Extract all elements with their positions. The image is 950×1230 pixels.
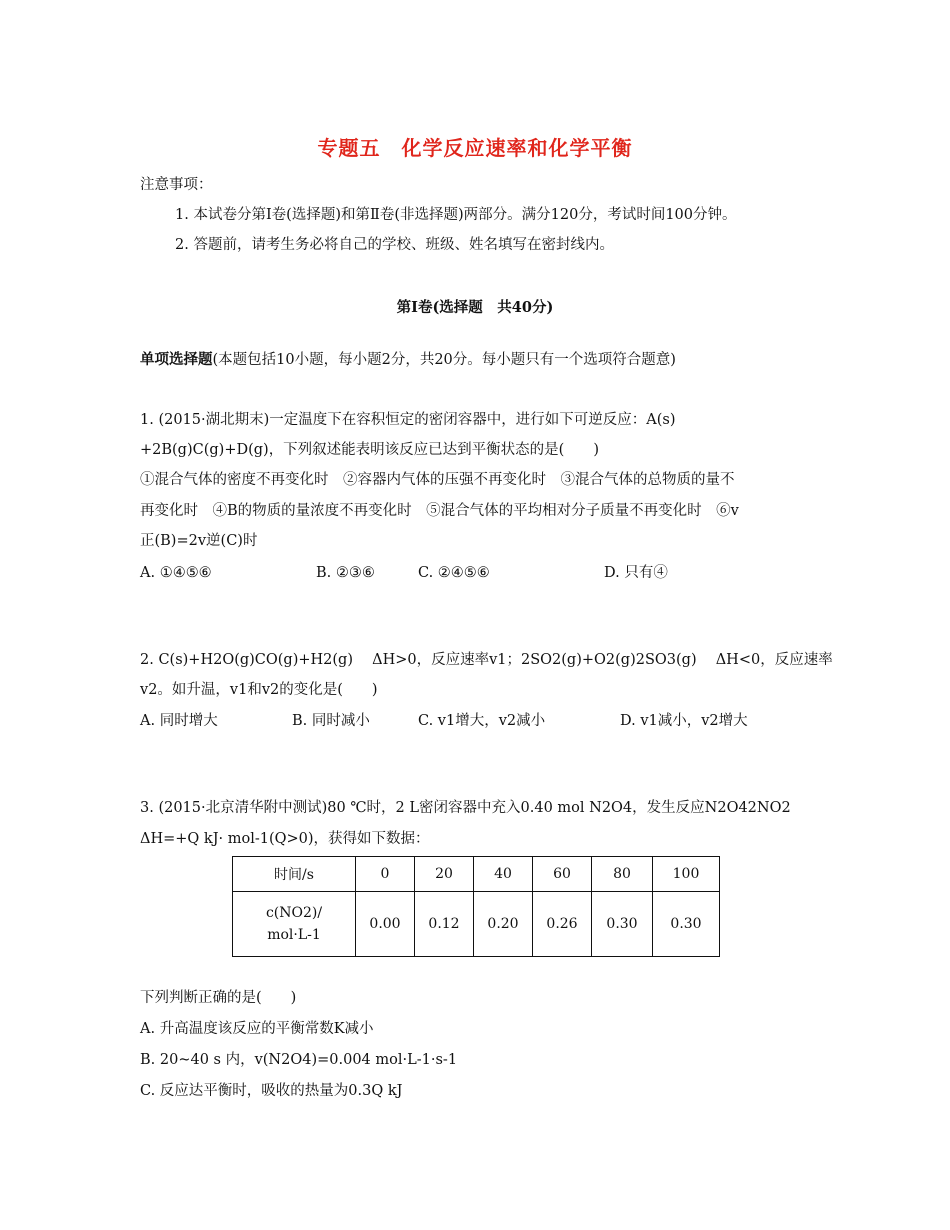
- q3-option-b: B. 20~40 s 内，v(N2O4)=0.004 mol·L-1·s-1: [140, 1052, 458, 1068]
- table-value-cell: 0.30: [592, 892, 653, 957]
- q2-option-a: A. 同时增大: [140, 713, 218, 729]
- q1-line-3: ①混合气体的密度不再变化时 ②容器内气体的压强不再变化时 ③混合气体的总物质的量不: [140, 472, 735, 488]
- table-time-cell: 80: [592, 857, 653, 892]
- q1-line-4: 再变化时 ④B的物质的量浓度不再变化时 ⑤混合气体的平均相对分子质量不再变化时 ⑥v: [140, 503, 739, 519]
- q2-option-b: B. 同时减小: [292, 713, 370, 729]
- table-value-cell: 0.00: [356, 892, 415, 957]
- table-row-concentration: [233, 892, 720, 957]
- notice-heading: 注意事项：: [140, 177, 213, 193]
- q2-option-c: C. v1增大，v2减小: [418, 713, 546, 729]
- table-value-cell: 0.12: [415, 892, 474, 957]
- notice-item-2: 2. 答题前，请考生务必将自己的学校、班级、姓名填写在密封线内。: [175, 237, 614, 253]
- table-time-cell: 0: [356, 857, 415, 892]
- subsection-heading: [140, 350, 676, 370]
- table-time-cell: 40: [474, 857, 533, 892]
- row-label-line-1: c(NO2)/: [265, 905, 323, 921]
- q2-line-1: 2. C(s)+H2O(g)CO(g)+H2(g) ΔH>0，反应速率v1；2SO2(g)+O2(g)2SO3(g) ΔH<0，反应速率: [140, 652, 833, 668]
- table-time-cell: 60: [533, 857, 592, 892]
- data-table: [232, 856, 720, 957]
- q2-line-2: v2。如升温，v1和v2的变化是( ): [140, 682, 378, 698]
- q3-question: 下列判断正确的是( ): [140, 990, 297, 1006]
- table-value-cell: 0.30: [653, 892, 720, 957]
- q3-option-c: C. 反应达平衡时，吸收的热量为0.3Q kJ: [140, 1083, 403, 1099]
- notice-item-1: 1. 本试卷分第Ⅰ卷(选择题)和第Ⅱ卷(非选择题)两部分。满分120分，考试时间100分钟。: [175, 207, 737, 223]
- table-row-time: [233, 857, 720, 892]
- q3-option-a: A. 升高温度该反应的平衡常数K减小: [140, 1021, 374, 1037]
- q1-option-b: B. ②③⑥: [316, 565, 375, 581]
- q3-line-2: ΔH=+Q kJ· mol-1(Q>0)，获得如下数据：: [140, 831, 430, 847]
- q3-line-1: 3. (2015·北京清华附中测试)80 ℃时，2 L密闭容器中充入0.40 mol N2O4，发生反应N2O42NO2: [140, 800, 791, 816]
- table-value-cell: 0.20: [474, 892, 533, 957]
- table-time-cell: 20: [415, 857, 474, 892]
- q1-option-c: C. ②④⑤⑥: [418, 565, 490, 581]
- page-title: 专题五 化学反应速率和化学平衡: [317, 136, 633, 160]
- q1-option-d: D. 只有④: [604, 565, 668, 581]
- section-title: 第Ⅰ卷(选择题 共40分): [396, 299, 554, 316]
- subsection-label: 单项选择题: [140, 351, 213, 368]
- table-value-cell: 0.26: [533, 892, 592, 957]
- row-label-line-2: mol·L-1: [267, 927, 321, 943]
- q1-line-2: +2B(g)C(g)+D(g)，下列叙述能表明该反应已达到平衡状态的是( ): [140, 442, 599, 458]
- table-time-cell: 100: [653, 857, 720, 892]
- table-row-label: [233, 892, 356, 957]
- subsection-desc: (本题包括10小题，每小题2分，共20分。每小题只有一个选项符合题意): [212, 352, 676, 368]
- q1-line-1: 1. (2015·湖北期末)一定温度下在容积恒定的密闭容器中，进行如下可逆反应：A(s): [140, 412, 676, 428]
- table-header-label: 时间/s: [233, 857, 356, 892]
- q1-option-a: A. ①④⑤⑥: [140, 565, 212, 581]
- q2-option-d: D. v1减小，v2增大: [620, 713, 748, 729]
- q1-line-5: 正(B)=2v逆(C)时: [140, 533, 258, 549]
